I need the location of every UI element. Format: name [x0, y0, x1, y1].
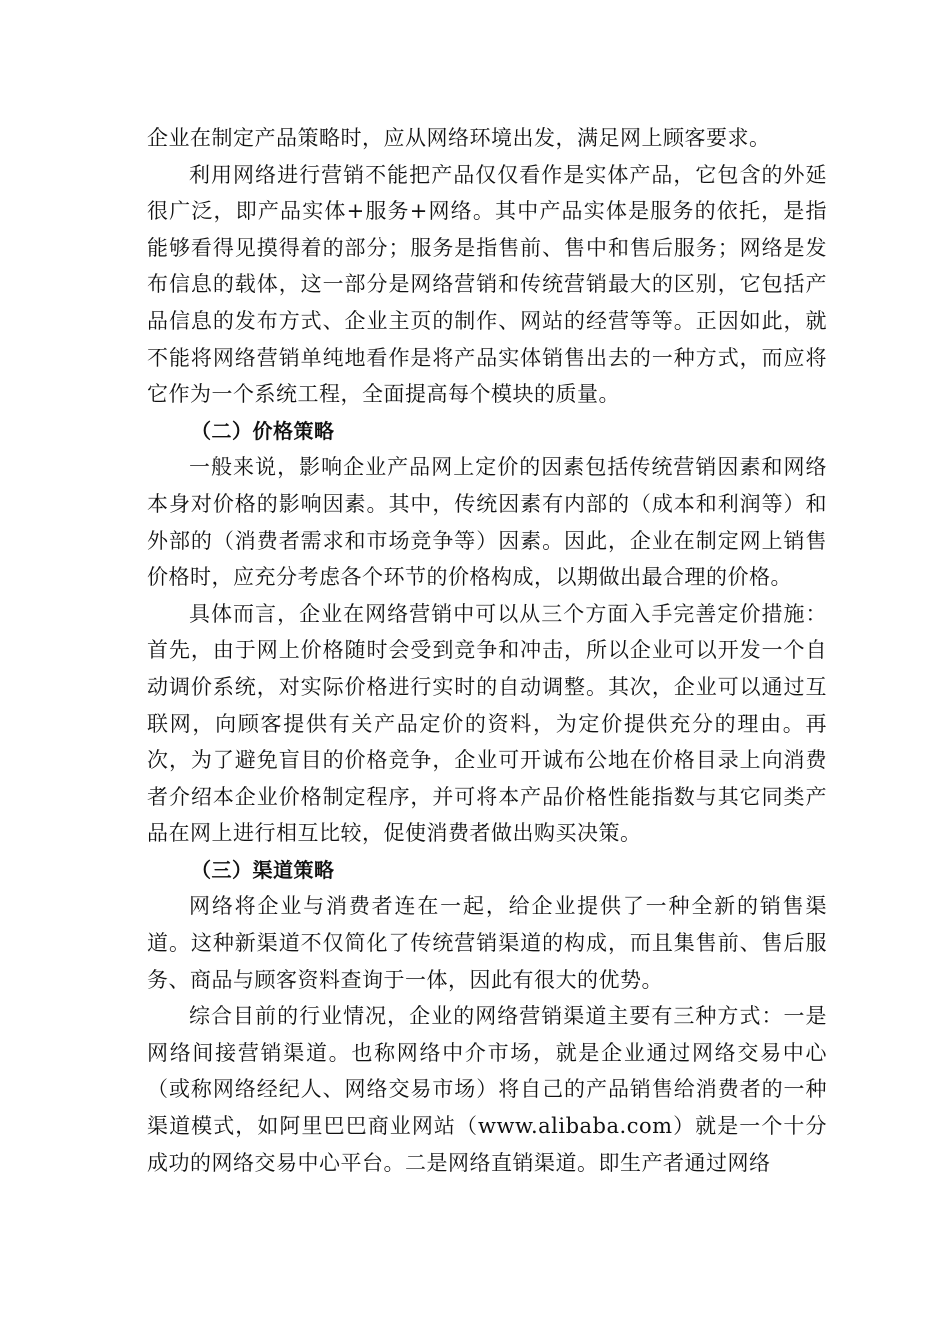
paragraph-channel-intro: 网络将企业与消费者连在一起，给企业提供了一种全新的销售渠道。这种新渠道不仅简化了传统营销渠道的构成，而且集售前、售后服务、商品与顾客资料查询于一体，因此有很大的优势。	[147, 894, 827, 992]
paragraph-product-scope: 利用网络进行营销不能把产品仅仅看作是实体产品，它包含的外延很广泛，即产品实体+服务+网络。其中产品实体是服务的依托，是指能够看得见摸得着的部分；服务是指售前、售中和售后服务；网络是发布信息的载体，这一部分是网络营销和传统营销最大的区别，它包括产品信息的发布方式、企业主页的制作、网站的经营等等。正因如此，就不能将网络营销单纯地看作是将产品实体销售出去的一种方式，而应将它作为一个系统工程，全面提高每个模块的质量。	[147, 162, 827, 407]
paragraph-price-measures: 具体而言，企业在网络营销中可以从三个方面入手完善定价措施：首先，由于网上价格随时会受到竞争和冲击，所以企业可以开发一个自动调价系统，对实际价格进行实时的自动调整。其次，企业可以通过互联网，向顾客提供有关产品定价的资料，为定价提供充分的理由。再次，为了避免盲目的价格竞争，企业可开诚布公地在价格目录上向消费者介绍本企业价格制定程序，并可将本产品价格性能指数与其它同类产品在网上进行相互比较，促使消费者做出购买决策。	[147, 601, 827, 846]
paragraph-price-factors: 一般来说，影响企业产品网上定价的因素包括传统营销因素和网络本身对价格的影响因素。其中，传统因素有内部的（成本和利润等）和外部的（消费者需求和市场竞争等）因素。因此，企业在制定网上销售价格时，应充分考虑各个环节的价格构成，以期做出最合理的价格。	[147, 455, 827, 590]
paragraph-channel-types: 综合目前的行业情况，企业的网络营销渠道主要有三种方式：一是网络间接营销渠道。也称网络中介市场，就是企业通过网络交易中心（或称网络经纪人、网络交易市场）将自己的产品销售给消费者的一种渠道模式，如阿里巴巴商业网站（www.alibaba.com）就是一个十分成功的网络交易中心平台。二是网络直销渠道。即生产者通过网络	[147, 1004, 827, 1175]
heading-channel-strategy: （三）渠道策略	[191, 857, 335, 882]
document-page	[147, 120, 827, 1181]
paragraph-product-strategy-end: 企业在制定产品策略时，应从网络环境出发，满足网上顾客要求。	[147, 126, 771, 150]
heading-price-strategy: （二）价格策略	[191, 418, 335, 443]
